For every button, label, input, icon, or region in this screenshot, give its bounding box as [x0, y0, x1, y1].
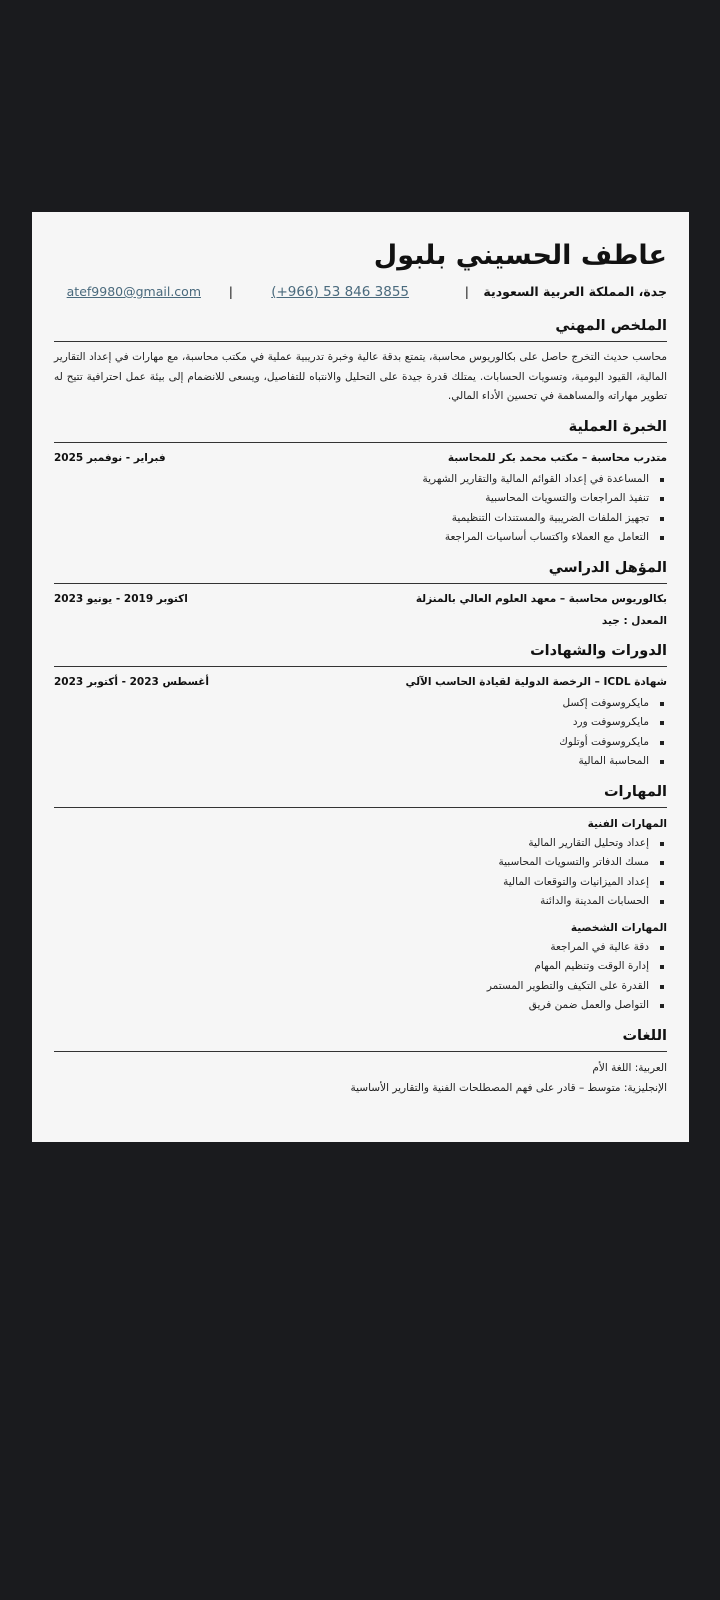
- list-item: إعداد وتحليل التقارير المالية: [54, 834, 649, 854]
- resume-page: [32, 212, 689, 1142]
- list-item: إدارة الوقت وتنظيم المهام: [54, 957, 649, 977]
- courses-list: [54, 694, 649, 772]
- education-heading: المؤهل الدراسي: [54, 558, 667, 584]
- list-item: مايكروسوفت إكسل: [54, 694, 649, 714]
- technical-skills-list: [54, 834, 649, 912]
- personal-skills-title: المهارات الشخصية: [570, 921, 667, 934]
- course-date: أغسطس 2023 - أكتوبر 2023: [54, 675, 210, 688]
- education-row: [54, 590, 667, 608]
- language-item: الإنجليزية: متوسط – قادر على فهم المصطلحات الفنية والتقارير الأساسية: [350, 1081, 667, 1094]
- contact-line: [54, 282, 667, 306]
- experience-heading: الخبرة العملية: [54, 417, 667, 443]
- skills-heading: المهارات: [54, 782, 667, 808]
- languages-heading: اللغات: [54, 1026, 667, 1052]
- language-item: العربية: اللغة الأم: [592, 1061, 667, 1074]
- list-item: مايكروسوفت أوتلوك: [54, 733, 649, 753]
- email-link[interactable]: atef9980@gmail.com: [66, 284, 201, 299]
- list-item: التواصل والعمل ضمن فريق: [54, 996, 649, 1016]
- contact-separator: |: [228, 284, 233, 299]
- list-item: إعداد الميزانيات والتوقعات المالية: [54, 873, 649, 893]
- list-item: دقة عالية في المراجعة: [54, 938, 649, 958]
- summary-text: محاسب حديث التخرج حاصل على بكالوريوس محاسبة، يتمتع بدقة عالية وخبرة تدريبية عملية في مكتب محاسبة، مع مهارات في إعداد التقارير المالية، القيود اليومية، وتسويات الحسابات. يمتلك قدرة جيدة على التحليل والانتباه للتفاصيل، ويسعى للانضمام إلى بيئة عمل احترافية تتيح له تطوير مهاراته والمساهمة في تحسين الأداء المالي.: [54, 351, 667, 402]
- list-item: التعامل مع العملاء واكتساب أساسيات المراجعة: [54, 528, 649, 548]
- list-item: المحاسبة المالية: [54, 752, 649, 772]
- list-item: مسك الدفاتر والتسويات المحاسبية: [54, 853, 649, 873]
- education-grade: المعدل : جيد: [601, 614, 667, 627]
- location-text: جدة، المملكة العربية السعودية: [483, 284, 667, 299]
- contact-separator: |: [464, 284, 469, 299]
- experience-date: فبراير - نوفمبر 2025: [54, 451, 166, 464]
- experience-list: [54, 470, 649, 548]
- list-item: مايكروسوفت ورد: [54, 713, 649, 733]
- personal-skills-list: [54, 938, 649, 1016]
- experience-row: [54, 449, 667, 467]
- candidate-name: عاطف الحسيني بلبول: [373, 240, 667, 271]
- technical-skills-title: المهارات الفنية: [587, 817, 667, 830]
- education-date: اكتوبر 2019 - يونيو 2023: [54, 592, 188, 605]
- list-item: تنفيذ المراجعات والتسويات المحاسبية: [54, 489, 649, 509]
- list-item: المساعدة في إعداد القوائم المالية والتقارير الشهرية: [54, 470, 649, 490]
- list-item: الحسابات المدينة والدائنة: [54, 892, 649, 912]
- courses-row: [54, 673, 667, 691]
- courses-heading: الدورات والشهادات: [54, 641, 667, 667]
- course-cert: شهادة ICDL – الرخصة الدولية لقيادة الحاسب الآلي: [405, 675, 667, 688]
- education-degree: بكالوريوس محاسبة – معهد العلوم العالي بالمنزلة: [415, 592, 667, 605]
- list-item: القدرة على التكيف والتطوير المستمر: [54, 977, 649, 997]
- phone-link[interactable]: (+966) 53 846 3855: [271, 284, 409, 300]
- experience-role: متدرب محاسبة – مكتب محمد بكر للمحاسبة: [447, 451, 667, 464]
- list-item: تجهيز الملفات الضريبية والمستندات التنظيمية: [54, 509, 649, 529]
- summary-heading: الملخص المهني: [54, 316, 667, 342]
